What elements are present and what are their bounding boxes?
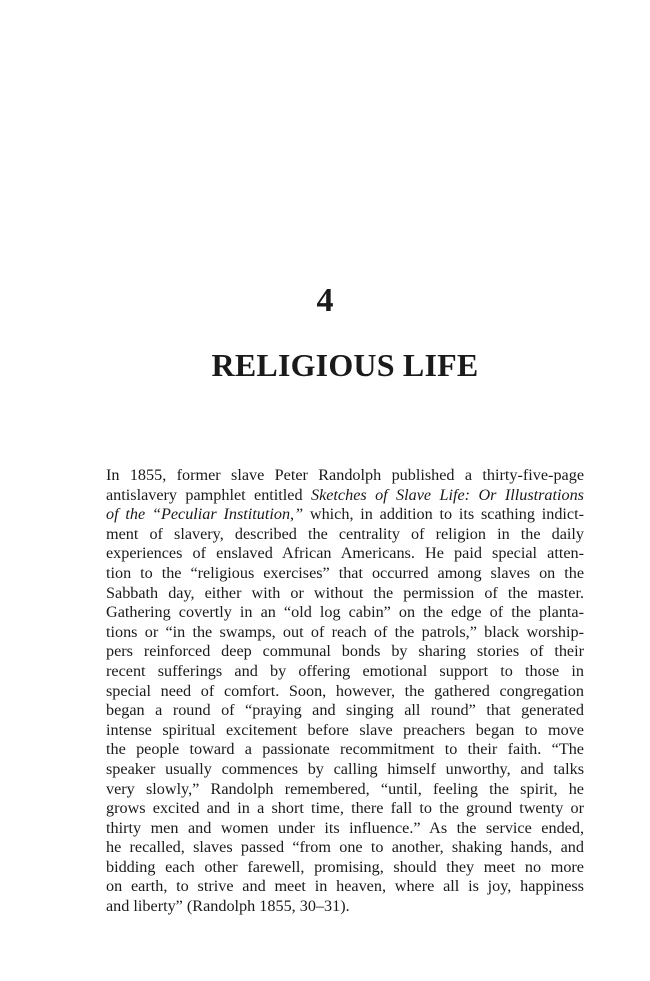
paragraph-line: bidding each other farewell, promising, should they meet no more <box>106 857 584 876</box>
paragraph-line: thirty men and women under its influence.” As the service ended, <box>106 818 584 837</box>
paragraph-line: tions or “in the swamps, out of reach of the patrols,” black worship- <box>106 622 584 641</box>
line-text: antislavery pamphlet entitled <box>106 485 311 504</box>
paragraph-line: ment of slavery, described the centrality of religion in the daily <box>106 524 584 543</box>
paragraph-line: very slowly,” Randolph remembered, “until, feeling the spirit, he <box>106 779 584 798</box>
paragraph-line: recent sufferings and by offering emotional support to those in <box>106 661 584 680</box>
paragraph-line: on earth, to strive and meet in heaven, where all is joy, happiness <box>106 877 584 896</box>
paragraph-line: he recalled, slaves passed “from one to another, shaking hands, and <box>106 838 584 857</box>
book-title-italic: of the “Peculiar Institution,” <box>106 505 304 524</box>
line-text: which, in addition to its scathing indict- <box>303 505 584 524</box>
paragraph-line: grows excited and in a short time, there fall to the ground twenty or <box>106 799 584 818</box>
chapter-title: RELIGIOUS LIFE <box>211 347 479 383</box>
paragraph-line: began a round of “praying and singing all round” that generated <box>106 701 584 720</box>
paragraph-line: tion to the “religious exercises” that occurred among slaves on the <box>106 563 584 582</box>
paragraph-line <box>106 486 584 506</box>
paragraph-line: the people toward a passionate recommitment to their faith. “The <box>106 740 584 759</box>
book-title-italic: Sketches of Slave Life: Or Illustrations <box>310 485 584 504</box>
paragraph-line: special need of comfort. Soon, however, the gathered congregation <box>106 681 584 700</box>
paragraph-line: intense spiritual excitement before slave preachers began to move <box>106 720 584 739</box>
paragraph-line: Gathering covertly in an “old log cabin” on the edge of the planta- <box>106 603 584 622</box>
paragraph-line <box>106 505 584 525</box>
paragraph-line: Sabbath day, either with or without the permission of the master. <box>106 583 584 602</box>
paragraph-line: experiences of enslaved African Americans. He paid special atten- <box>106 544 584 563</box>
body-paragraph <box>106 466 584 917</box>
paragraph-line: and liberty” (Randolph 1855, 30–31). <box>106 897 350 916</box>
chapter-number: 4 <box>316 282 334 319</box>
paragraph-line: pers reinforced deep communal bonds by sharing stories of their <box>106 642 584 661</box>
paragraph-line: speaker usually commences by calling himself unworthy, and talks <box>106 759 584 778</box>
paragraph-line: In 1855, former slave Peter Randolph published a thirty-five-page <box>106 466 584 484</box>
